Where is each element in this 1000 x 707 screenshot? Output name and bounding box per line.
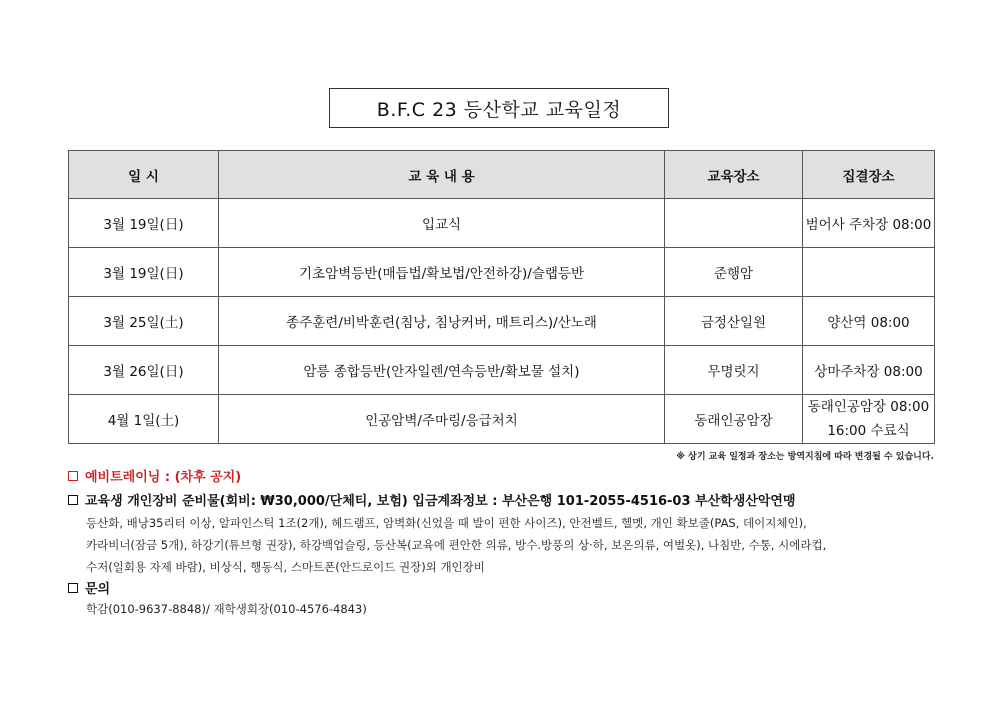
meeting-line: 16:00 수료식 — [827, 423, 910, 439]
row-content: 기초암벽등반(매듭법/확보법/안전하강)/슬랩등반 — [219, 248, 665, 297]
row-date: 3월 19일(日) — [69, 248, 219, 297]
checkbox-icon — [68, 583, 78, 593]
table-row — [69, 297, 935, 346]
schedule-note: ※ 상기 교육 일정과 장소는 방역지침에 따라 변경될 수 있습니다. — [676, 452, 934, 462]
row-content: 종주훈련/비박훈련(침낭, 침낭커버, 매트리스)/산노래 — [219, 297, 665, 346]
table-row — [69, 248, 935, 297]
checkbox-icon — [68, 495, 78, 505]
row-place: 동래인공암장 — [665, 395, 803, 444]
row-content: 인공암벽/주마링/응급처치 — [219, 395, 665, 444]
row-place — [665, 199, 803, 248]
section-contact — [68, 578, 110, 597]
header-date: 일 시 — [69, 151, 219, 199]
table-header-row — [69, 151, 935, 199]
equipment-line: 수저(일회용 자제 바람), 비상식, 행동식, 스마트폰(안드로이드 권장)외 개인장비 — [86, 560, 485, 574]
header-place: 교육장소 — [665, 151, 803, 199]
row-date: 3월 19일(日) — [69, 199, 219, 248]
row-meeting — [803, 395, 935, 444]
table-row — [69, 346, 935, 395]
row-place: 금정산일원 — [665, 297, 803, 346]
checkbox-icon — [68, 471, 78, 481]
meeting-line: 동래인공암장 08:00 — [807, 399, 930, 415]
row-meeting: 범어사 주차장 08:00 — [803, 199, 935, 248]
row-content: 입교식 — [219, 199, 665, 248]
table-row — [69, 199, 935, 248]
row-date: 4월 1일(土) — [69, 395, 219, 444]
equipment-line: 카라비너(잠금 5개), 하강기(튜브형 권장), 하강백업슬링, 등산복(교육에 편안한 의류, 방수.방풍의 상·하, 보온의류, 여벌옷), 나침반, 수통, 시에라컵, — [86, 538, 827, 552]
schedule-table — [68, 150, 935, 444]
section-pretraining — [68, 466, 241, 485]
row-content: 암릉 종합등반(안자일렌/연속등반/확보물 설치) — [219, 346, 665, 395]
row-date: 3월 25일(土) — [69, 297, 219, 346]
section-equipment — [68, 490, 796, 509]
row-meeting: 상마주차장 08:00 — [803, 346, 935, 395]
table-row — [69, 395, 935, 444]
section-label: 예비트레이닝 : (차후 공지) — [85, 470, 242, 485]
header-meeting: 집결장소 — [803, 151, 935, 199]
header-content: 교 육 내 용 — [219, 151, 665, 199]
row-meeting: 양산역 08:00 — [803, 297, 935, 346]
contact-line: 학감(010-9637-8848)/ 재학생회장(010-4576-4843) — [86, 602, 367, 616]
section-label: 교육생 개인장비 준비물(회비: ₩30,000/단체티, 보험) 입금계좌정보 : 부산은행 101-2055-4516-03 부산학생산악연맹 — [85, 494, 796, 509]
row-place: 준행암 — [665, 248, 803, 297]
section-label: 문의 — [85, 582, 111, 597]
document-title: B.F.C 23 등산학교 교육일정 — [329, 88, 669, 128]
row-date: 3월 26일(日) — [69, 346, 219, 395]
equipment-line: 등산화, 배낭35리터 이상, 알파인스틱 1조(2개), 헤드램프, 암벽화(신었을 때 발이 편한 사이즈), 안전벨트, 헬멧, 개인 확보줄(PAS, 데이지체인), — [86, 516, 807, 530]
row-meeting — [803, 248, 935, 297]
row-place: 무명릿지 — [665, 346, 803, 395]
